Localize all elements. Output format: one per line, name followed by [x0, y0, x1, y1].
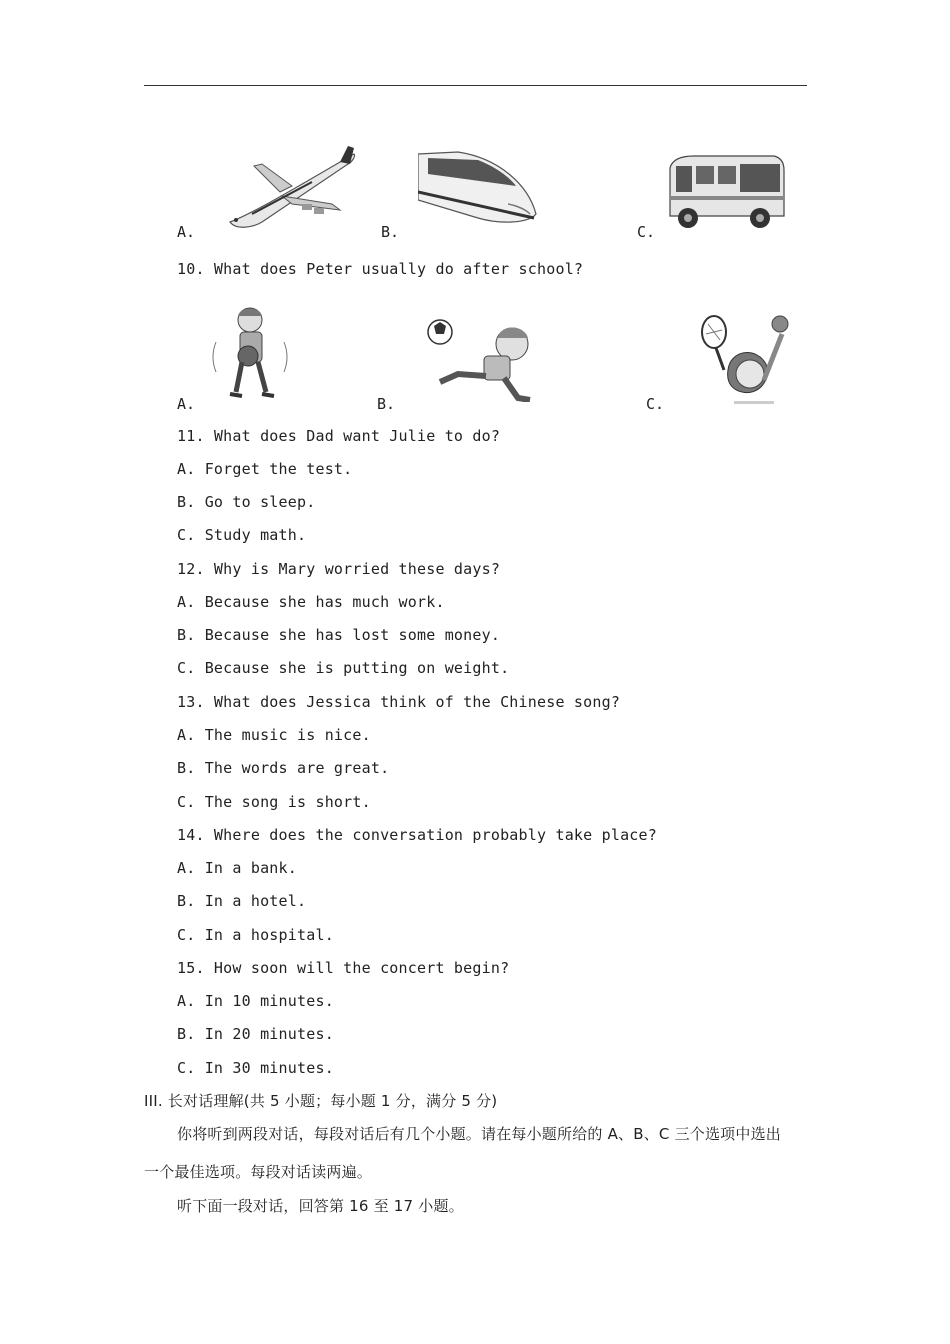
q12-option-a: A. Because she has much work. — [177, 593, 445, 611]
header-rule — [144, 85, 807, 86]
q11-option-a: A. Forget the test. — [177, 460, 353, 478]
q11-option-c: C. Study math. — [177, 526, 307, 544]
q14-option-a: A. In a bank. — [177, 859, 297, 877]
section-3-heading: III. 长对话理解(共 5 小题；每小题 1 分，满分 5 分) — [144, 1092, 498, 1110]
q15-question: 15. How soon will the concert begin? — [177, 959, 510, 977]
section-3-instruction: 你将听到两段对话，每段对话后有几个小题。请在每小题所给的 A、B、C 三个选项中选出 — [177, 1125, 781, 1143]
bullet-train-icon — [418, 144, 540, 228]
q11-question: 11. What does Dad want Julie to do? — [177, 427, 501, 445]
q15-option-b: B. In 20 minutes. — [177, 1025, 334, 1043]
q11-option-b: B. Go to sleep. — [177, 493, 316, 511]
q15-option-a: A. In 10 minutes. — [177, 992, 334, 1010]
q9-option-c-label: C. — [637, 223, 656, 241]
q13-option-c: C. The song is short. — [177, 793, 371, 811]
q12-question: 12. Why is Mary worried these days? — [177, 560, 501, 578]
q9-option-b-label: B. — [381, 223, 400, 241]
q9-option-a-label: A. — [177, 223, 196, 241]
airplane-icon — [222, 144, 362, 234]
q13-question: 13. What does Jessica think of the Chinese song? — [177, 693, 621, 711]
q10-question: 10. What does Peter usually do after school? — [177, 260, 584, 278]
section-3-instruction-cont: 一个最佳选项。每段对话读两遍。 — [144, 1163, 373, 1181]
bus-icon — [664, 154, 788, 232]
q14-question: 14. Where does the conversation probably take place? — [177, 826, 657, 844]
q10-option-c-label: C. — [646, 395, 665, 413]
q10-option-b-label: B. — [377, 395, 396, 413]
q12-option-c: C. Because she is putting on weight. — [177, 659, 510, 677]
q10-option-a-label: A. — [177, 395, 196, 413]
boy-basketball-icon — [208, 302, 294, 402]
boy-soccer-icon — [418, 316, 542, 402]
q14-option-c: C. In a hospital. — [177, 926, 334, 944]
q13-option-b: B. The words are great. — [177, 759, 390, 777]
q15-option-c: C. In 30 minutes. — [177, 1059, 334, 1077]
q14-option-b: B. In a hotel. — [177, 892, 307, 910]
listen-prompt: 听下面一段对话，回答第 16 至 17 小题。 — [177, 1197, 464, 1215]
girl-tennis-icon — [694, 310, 804, 404]
q13-option-a: A. The music is nice. — [177, 726, 371, 744]
q12-option-b: B. Because she has lost some money. — [177, 626, 501, 644]
